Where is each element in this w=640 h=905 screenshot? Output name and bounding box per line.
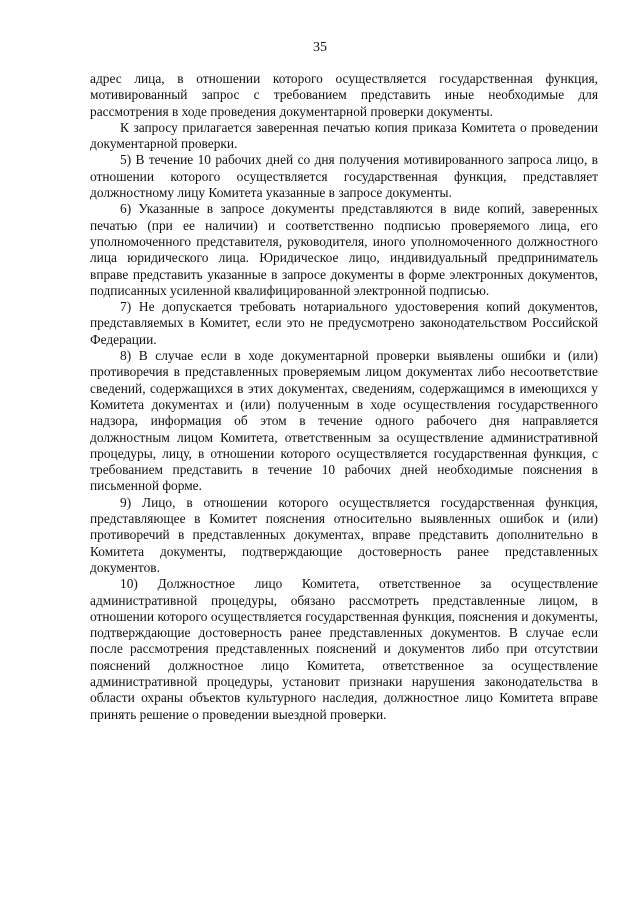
paragraph-attachment-note: К запросу прилагается заверенная печатью копия приказа Комитета о проведении документарной проверки. (90, 119, 598, 152)
paragraph-continuation: адрес лица, в отношении которого осуществляется государственная функция, мотивированный запрос с требованием представить иные необходимые для рассмотрения в ходе проведения документарной проверки документы. (90, 71, 598, 119)
paragraph-item-10: 10) Должностное лицо Комитета, ответственное за осуществление административной процедуры, обязано рассмотреть представленные лицом, в отношении которого осуществляется государственная функция, пояснения и документы, подтверждающие достоверность ранее представленных документов. В случае если после рассмотрения представленных пояснений и документов либо при отсутствии пояснений должностное лицо Комитета, ответственное за осуществление административной процедуры, установит признаки нарушения законодательства в области охраны объектов культурного наследия, должностное лицо Комитета вправе принять решение о проведении выездной проверки. (90, 576, 598, 722)
paragraph-item-8: 8) В случае если в ходе документарной проверки выявлены ошибки и (или) противоречия в представленных проверяемым лицом документах либо несоответствие сведений, содержащихся в этих документах, сведениям, содержащимся в имеющихся у Комитета документах и (или) полученным в ходе осуществления государственного надзора, информация об этом в течение одного рабочего дня направляется должностным лицом Комитета, ответственным за осуществление административной процедуры, лицу, в отношении которого осуществляется государственная функция, с требованием представить в течение 10 рабочих дней необходимые пояснения в письменной форме. (90, 348, 598, 494)
paragraph-item-5: 5) В течение 10 рабочих дней со дня получения мотивированного запроса лицо, в отношении которого осуществляется государственная функция, представляет должностному лицу Комитета указанные в запросе документы. (90, 152, 598, 201)
paragraph-item-7: 7) Не допускается требовать нотариального удостоверения копий документов, представляемых в Комитет, если это не предусмотрено законодательством Российской Федерации. (90, 299, 598, 347)
page-number: 35 (313, 40, 327, 55)
paragraph-item-9: 9) Лицо, в отношении которого осуществляется государственная функция, представляющее в Комитет пояснения относительно выявленных ошибок и (или) противоречий в представленных документах, вправе представить дополнительно в Комитета документы, подтверждающие достоверность ранее представленных документов. (90, 494, 598, 575)
document-body (90, 71, 598, 723)
paragraph-item-6: 6) Указанные в запросе документы представляются в виде копий, заверенных печатью (при ее наличии) и соответственно подписью проверяемого лица, его уполномоченного представителя, руководителя, иного уполномоченного должностного лица юридического лица. Юридическое лицо, индивидуальный предприниматель вправе представить указанные в запросе документы в форме электронных документов, подписанных усиленной квалифицированной электронной подписью. (90, 201, 598, 298)
